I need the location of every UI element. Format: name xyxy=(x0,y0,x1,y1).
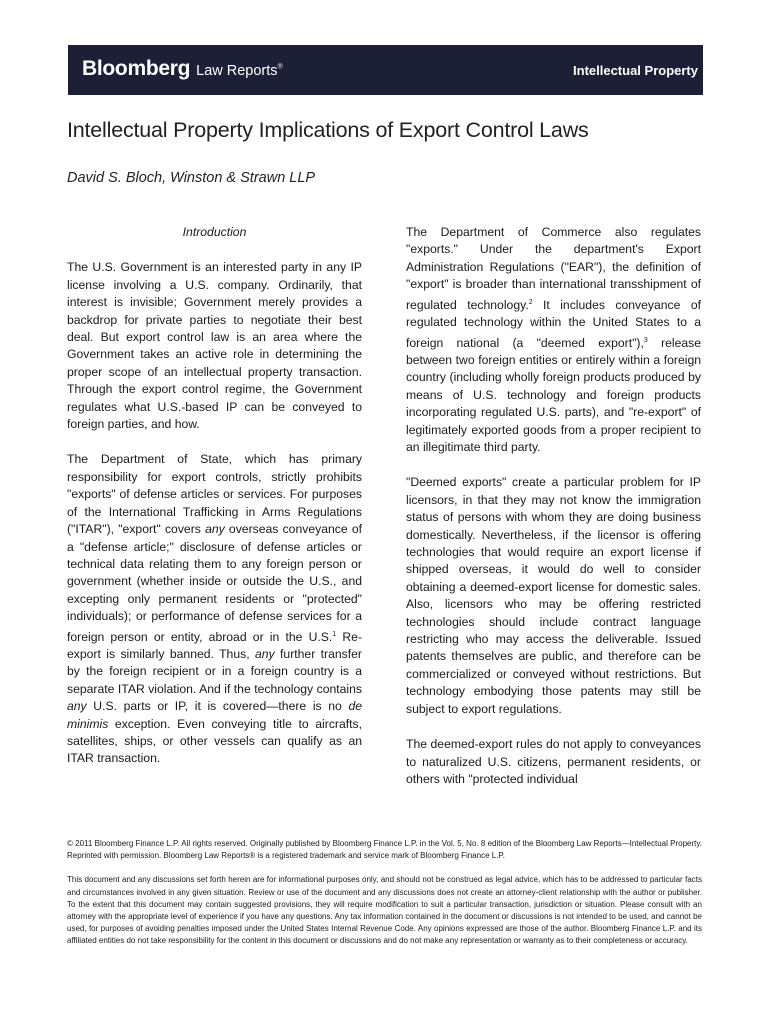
page-footer xyxy=(67,838,702,960)
deemed-exports-paragraph: "Deemed exports" create a particular problem for IP licensors, in that they may not know the immigration status of persons with whom they are doing business domestically. Nevertheless, if the licensor is offering technologies that would require an export license if shipped overseas, it would do well to consider obtaining a deemed-export license for domestic sales. Also, licensors who may be offering restricted technologies should include contract language restricting who may access the deliverable. Issued patents themselves are public, and therefore can be commercialized or conveyed without restrictions. But technology embodying those patents may still be subject to export regulations. xyxy=(406,475,701,716)
logo-brand-bold: Bloomberg xyxy=(82,57,191,80)
copyright-notice: © 2011 Bloomberg Finance L.P. All rights reserved. Originally published by Bloomberg Finance L.P. in the Vol. 5, No. 8 edition of the Bloomberg Law Reports—Intellectual Property. Reprinted with permission. Bloomberg Law Reports® is a registered trademark and service mark of Bloomberg Finance L.P. xyxy=(67,839,702,861)
deemed-export-rules-paragraph: The deemed-export rules do not apply to conveyances to naturalized U.S. citizens, permanent residents, or others with "protected individual xyxy=(406,737,701,786)
logo-registered-mark: ® xyxy=(277,63,283,71)
legal-disclaimer: This document and any discussions set forth herein are for informational purposes only, and should not be construed as legal advice, which has to be addressed to particular facts and circumstances involved in any given situation. Review or use of the document and any discussions does not create an attorney-client relationship with the author or publisher. To the extent that this document may contain suggested provisions, they will require modification to suit a particular transaction, jurisdiction or situation. Please consult with an attorney with the appropriate level of experience if you have any questions. Any tax information contained in the document or discussions is not intended to be used, and cannot be used, for purposes of avoiding penalties imposed under the United States Internal Revenue Code. Any opinions expressed are those of the author. Bloomberg Finance L.P. and its affiliated entities do not take responsibility for the content in this document or discussions and do not make any representation or warranty as to their completeness or accuracy. xyxy=(67,875,702,946)
section-label: Intellectual Property xyxy=(573,63,698,78)
intro-paragraph-1: The U.S. Government is an interested party in any IP license involving a U.S. company. Ordinarily, that interest is invisible; Government merely provides a backdrop for private parties to negotiate their best deal. But export control law is an area where the Government takes an active role in determining the proper scope of an intellectual property transaction. Through the export control regime, the Government regulates what U.S.-based IP can be conveyed to foreign parties, and how. xyxy=(67,260,362,432)
right-column xyxy=(406,224,701,806)
logo-brand-light: Law Reports xyxy=(196,63,278,79)
article-title: Intellectual Property Implications of Export Control Laws xyxy=(67,118,589,142)
left-column xyxy=(67,224,362,786)
footnote-ref-2[interactable]: 2 xyxy=(528,298,533,306)
header-banner xyxy=(68,45,703,95)
footnote-ref-3[interactable]: 3 xyxy=(643,336,648,344)
intro-paragraph-2: The Department of State, which has primary responsibility for export controls, strictly prohibits "exports" of defense articles or services. For purposes of the International Trafficking in Arms Regulations ("ITAR"), "export" covers any overseas conveyance of a "defense article;" disclosure of defense articles or technical data relating them to any foreign person or government (whether inside or outside the U.S., and excepting only permanent residents or "protected" individuals); or performance of defense services for a foreign person or entity, abroad or in the U.S.$^1$ Re-export is similarly banned. Thus, any further transfer by the foreign recipient or in a foreign country is a separate ITAR violation. And if the technology contains any U.S. parts or IP, it is covered—there is no de minimis exception. Even conveying title to aircrafts, satellites, ships, or other vessels can qualify as an ITAR transaction. xyxy=(67,452,362,766)
section-heading-introduction: Introduction xyxy=(182,225,247,239)
commerce-paragraph: The Department of Commerce also regulates "exports." Under the department's Export Administration Regulations ("EAR"), the definition of "export" is broader than international transshipment of regulated technology.$^2$ It includes conveyance of regulated technology within the United States to a foreign national (a "deemed export"),$^3$ release between two foreign entities or entirely within a foreign country (including wholly foreign products produced by means of U.S. technology and foreign products incorporating regulated U.S. parts), and "re-export" of legitimately exported goods from a proper recipient to an illegitimate third party. xyxy=(406,225,701,454)
article-author: David S. Bloch, Winston & Strawn LLP xyxy=(67,170,316,186)
bloomberg-law-reports-logo xyxy=(82,57,283,81)
footnote-ref-1[interactable]: 1 xyxy=(332,630,337,638)
